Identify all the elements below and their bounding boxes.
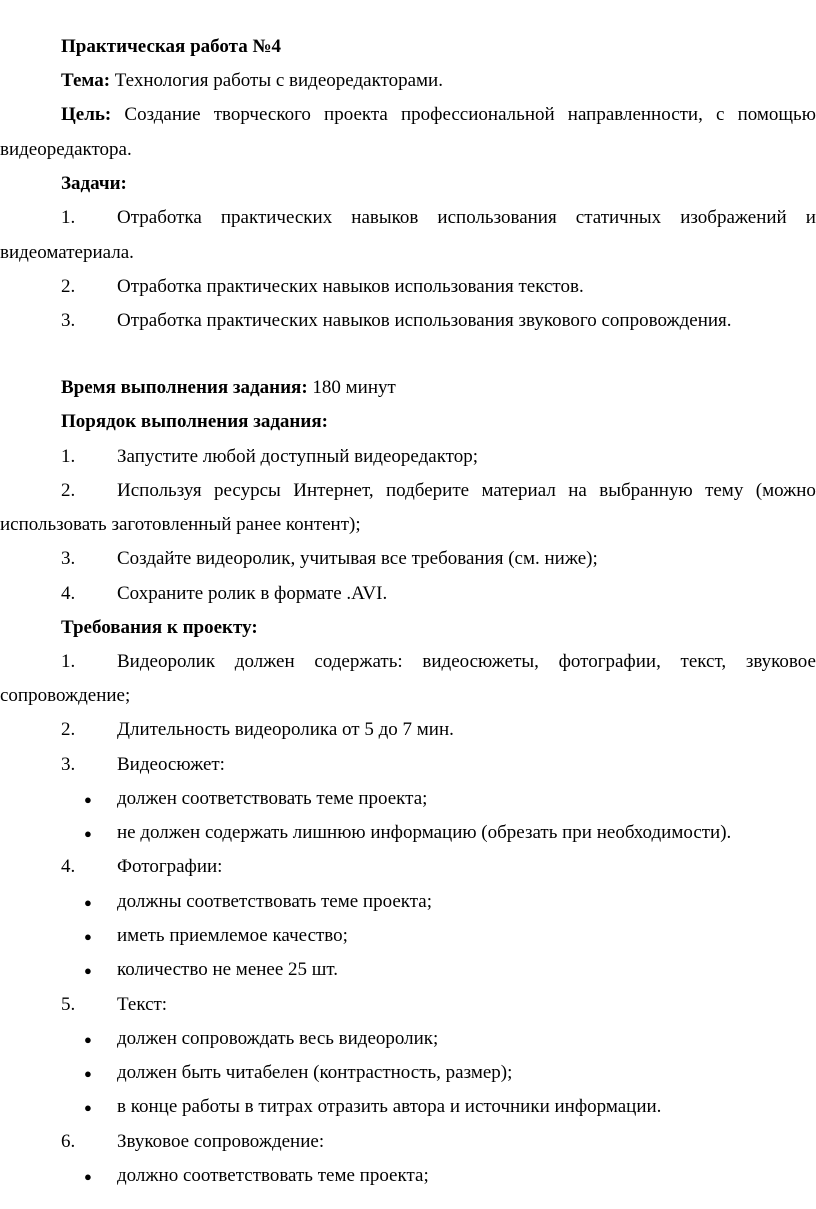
step-word: тему bbox=[705, 480, 744, 501]
goal-word: Создание bbox=[124, 104, 201, 125]
step-word: Интернет, bbox=[293, 480, 374, 501]
bullet-text: должен сопровождать весь видеоролик; bbox=[117, 1028, 439, 1049]
bullet-icon: ● bbox=[84, 792, 92, 807]
bullet-text: иметь приемлемое качество; bbox=[117, 925, 348, 946]
goal-word: помощью bbox=[737, 104, 816, 125]
step-number: 4. bbox=[61, 583, 76, 604]
requirement-word: Видеоролик bbox=[117, 651, 216, 672]
bullet-item bbox=[0, 1165, 816, 1187]
goal-line-2: видеоредактора. bbox=[0, 139, 132, 160]
requirement-number: 4. bbox=[61, 856, 76, 877]
requirement-number: 1. bbox=[61, 651, 76, 672]
requirement-1-line-1 bbox=[117, 651, 816, 673]
task-1 bbox=[0, 207, 816, 229]
task-word: навыков bbox=[351, 207, 419, 228]
bullet-text: должны соответствовать теме проекта; bbox=[117, 891, 432, 912]
bullet-item bbox=[0, 891, 816, 913]
requirement-text: Звуковое сопровождение: bbox=[117, 1131, 325, 1152]
step-text: Запустите любой доступный видеоредактор; bbox=[117, 446, 478, 467]
bullet-item bbox=[0, 1096, 816, 1118]
bullet-icon: ● bbox=[84, 929, 92, 944]
task-number: 3. bbox=[61, 310, 76, 331]
bullet-text: в конце работы в титрах отразить автора и источники информации. bbox=[117, 1096, 662, 1117]
bullet-icon: ● bbox=[84, 1169, 92, 1184]
task-word: изображений bbox=[680, 207, 787, 228]
requirement-text: Текст: bbox=[117, 994, 168, 1015]
bullet-item bbox=[0, 1062, 816, 1084]
bullet-item bbox=[0, 822, 816, 844]
requirement-3 bbox=[0, 754, 816, 776]
step-word: на bbox=[568, 480, 587, 501]
step-number: 3. bbox=[61, 548, 76, 569]
requirement-text: Длительность видеоролика от 5 до 7 мин. bbox=[117, 719, 454, 740]
task-1-line-1 bbox=[117, 207, 816, 229]
requirement-4 bbox=[0, 856, 816, 878]
requirement-number: 2. bbox=[61, 719, 76, 740]
bullet-icon: ● bbox=[84, 963, 92, 978]
bullet-text: должен соответствовать теме проекта; bbox=[117, 788, 428, 809]
goal-word: творческого bbox=[213, 104, 311, 125]
task-number: 1. bbox=[61, 207, 76, 228]
requirement-word: звуковое bbox=[745, 651, 816, 672]
step-2 bbox=[0, 480, 816, 502]
step-4 bbox=[0, 583, 816, 605]
task-1-line-2: видеоматериала. bbox=[0, 242, 134, 263]
step-3 bbox=[0, 548, 816, 570]
requirement-1-line-2: сопровождение; bbox=[0, 685, 131, 706]
page-title: Практическая работа №4 bbox=[61, 36, 282, 57]
step-number: 2. bbox=[61, 480, 76, 501]
requirement-text: Видеосюжет: bbox=[117, 754, 225, 775]
step-word: ресурсы bbox=[214, 480, 281, 501]
bullet-icon: ● bbox=[84, 826, 92, 841]
goal-word: проекта bbox=[324, 104, 388, 125]
step-word: подберите bbox=[386, 480, 470, 501]
bullet-text: количество не менее 25 шт. bbox=[117, 959, 339, 980]
step-2-line-2: использовать заготовленный ранее контент); bbox=[0, 514, 361, 535]
step-word: Используя bbox=[117, 480, 202, 501]
requirement-word: текст, bbox=[680, 651, 727, 672]
tasks-heading: Задачи: bbox=[61, 173, 127, 194]
requirement-word: видеосюжеты, bbox=[422, 651, 539, 672]
time-line bbox=[61, 377, 816, 399]
requirement-1 bbox=[0, 651, 816, 673]
requirement-number: 6. bbox=[61, 1131, 76, 1152]
goal-word: профессиональной bbox=[400, 104, 555, 125]
topic-text: Технология работы с видеоредакторами. bbox=[110, 70, 443, 91]
bullet-icon: ● bbox=[84, 1066, 92, 1081]
task-text: Отработка практических навыков использования текстов. bbox=[117, 276, 584, 297]
requirement-text: Фотографии: bbox=[117, 856, 223, 877]
bullet-icon: ● bbox=[84, 895, 92, 910]
requirement-word: фотографии, bbox=[558, 651, 661, 672]
task-word: статичных bbox=[575, 207, 662, 228]
bullet-text: должен быть читабелен (контрастность, размер); bbox=[117, 1062, 513, 1083]
requirement-word: должен bbox=[234, 651, 295, 672]
requirement-word: содержать: bbox=[314, 651, 403, 672]
task-2 bbox=[0, 276, 816, 298]
requirement-2 bbox=[0, 719, 816, 741]
order-heading: Порядок выполнения задания: bbox=[61, 411, 328, 432]
bullet-text: не должен содержать лишнюю информацию (обрезать при необходимости). bbox=[117, 822, 732, 843]
goal-label: Цель: bbox=[61, 104, 112, 125]
bullet-icon: ● bbox=[84, 1032, 92, 1047]
bullet-item bbox=[0, 788, 816, 810]
requirements-heading: Требования к проекту: bbox=[61, 617, 258, 638]
step-number: 1. bbox=[61, 446, 76, 467]
step-word: выбранную bbox=[599, 480, 693, 501]
bullet-icon: ● bbox=[84, 1100, 92, 1115]
step-1 bbox=[0, 446, 816, 468]
bullet-item bbox=[0, 1028, 816, 1050]
task-word: Отработка bbox=[117, 207, 202, 228]
bullet-item bbox=[0, 959, 816, 981]
step-2-line-1 bbox=[117, 480, 816, 502]
task-text: Отработка практических навыков использования звукового сопровождения. bbox=[117, 310, 732, 331]
task-word: и bbox=[805, 207, 816, 228]
task-word: практических bbox=[220, 207, 333, 228]
time-label: Время выполнения задания: bbox=[61, 377, 308, 398]
requirement-5 bbox=[0, 994, 816, 1016]
topic-label: Тема: bbox=[61, 70, 111, 91]
bullet-item bbox=[0, 925, 816, 947]
bullet-text: должно соответствовать теме проекта; bbox=[117, 1165, 429, 1186]
requirement-number: 3. bbox=[61, 754, 76, 775]
step-word: (можно bbox=[755, 480, 816, 501]
topic-line bbox=[61, 70, 816, 92]
goal-word: направленности, bbox=[567, 104, 703, 125]
task-word: использования bbox=[437, 207, 557, 228]
requirement-6 bbox=[0, 1131, 816, 1153]
goal-line-1 bbox=[61, 104, 816, 126]
requirement-number: 5. bbox=[61, 994, 76, 1015]
step-text: Сохраните ролик в формате .AVI. bbox=[117, 583, 388, 604]
time-value: 180 минут bbox=[307, 377, 396, 398]
goal-word: с bbox=[716, 104, 725, 125]
step-text: Создайте видеоролик, учитывая все требования (см. ниже); bbox=[117, 548, 598, 569]
task-number: 2. bbox=[61, 276, 76, 297]
step-word: материал bbox=[481, 480, 556, 501]
task-3 bbox=[0, 310, 816, 332]
